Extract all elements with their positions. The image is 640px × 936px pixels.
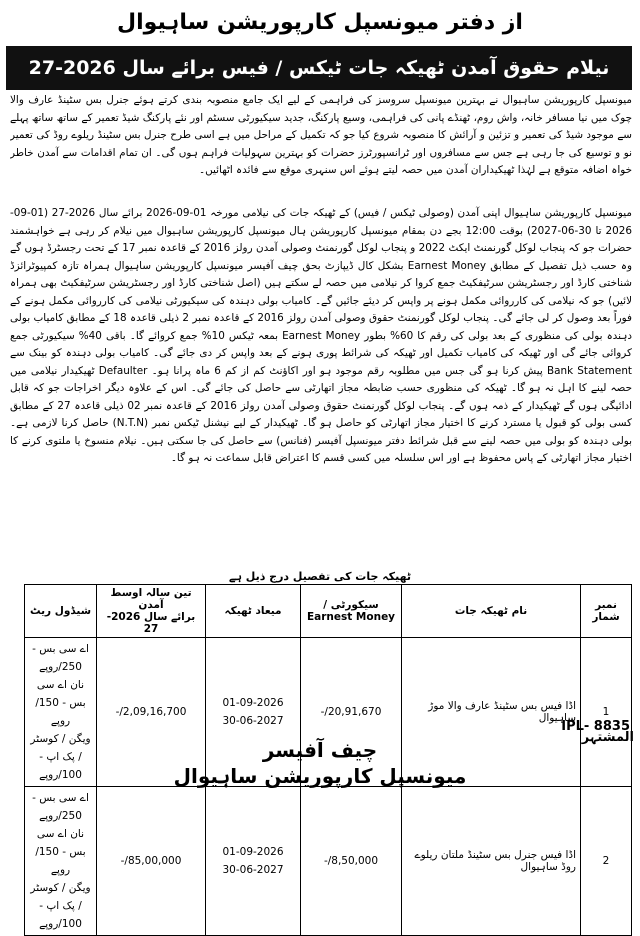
header-income-line2: برائے سال 2026-27	[106, 611, 196, 635]
advertiser-label: المشتہر	[581, 730, 634, 745]
row-name: اڈا فیس جنرل بس سٹینڈ ملتان ریلوے روڈ ساہیوال	[402, 787, 581, 936]
header-security-line1: سیکورٹی /	[323, 599, 379, 611]
ipl-number: IPL- 8835	[561, 719, 630, 734]
row-period	[206, 787, 301, 936]
header-name: نام ٹھیکہ جات	[402, 585, 581, 638]
header-period: میعاد ٹھیکہ	[206, 585, 301, 638]
row-serial: 2	[581, 787, 632, 936]
chief-officer-title: چیف آفیسر	[262, 738, 378, 762]
table-header-row	[25, 585, 632, 638]
row-income: 85,00,000/-	[97, 787, 206, 936]
rate-wagon: ویگن / کوسٹر / پک اپ - 100/روپے	[30, 882, 91, 930]
period-from: 01-09-2026	[222, 846, 284, 858]
office-heading: از دفتر میونسپل کارپوریشن ساہیوال	[117, 9, 523, 35]
auction-banner: نیلام حقوق آمدن ٹھیکہ جات ٹیکس / فیس برائے سال 2026-27	[6, 46, 632, 90]
rate-wagon: ویگن / کوسٹر / پک اپ - 100/روپے	[30, 733, 91, 781]
table-row	[25, 787, 632, 936]
terms-paragraph: میونسپل کارپوریشن ساہیوال اپنی آمدن (وصولی ٹیکس / فیس) کے ٹھیکہ جات کی نیلامی مورخہ 01-09-2026 برائے سال 2026-27 (01-09-2026 تا 30-06-2027) بوقت 12:00 بجے دن بمقام میونسپل کارپوریشن ہال میونسپل کارپوریشن ساہیوال میں نیلام کر رہی ہے خواہشمند حضرات جو کہ پنجاب لوکل گورنمنٹ ایکٹ 2022 و پنجاب لوکل گورنمنٹ وصولی آمدن رولز 2016 کے قاعدہ نمبر 17 کے تحت رجسٹرڈ ہوں گے وہ حسب ذیل تفصیل کے مطابق Earnest Money بشکل کال ڈیپازٹ بحق چیف آفیسر میونسپل کارپوریشن ساہیوال ہمراہ تازہ کمپیوٹرائزڈ شناختی کارڈ اور رجسٹریشن سرٹیفکیٹ جمع کروا کر نیلامی میں حصہ لے سکتے ہیں (اصل شناختی کارڈ اور رجسٹریشن سرٹیفکیٹ بھی ہمراہ لائیں) جو کہ نیلامی کی کارروائی مکمل ہونے پر واپس کر دیئے جائیں گے۔ کامیاب بولی دہندہ کی سیکیورٹی نیلامی کی کارروائی مکمل ہونے کے فوراً بعد وصول کر لی جائے گی۔ پنجاب لوکل گورنمنٹ حقوق وصولی آمدن رولز 2016 کے قاعدہ نمبر 2 ذیلی قاعدہ 18 کے مطابق کامیاب بولی دہندہ بولی کی منظوری کے بعد بولی کی رقم کا 60% بطور Earnest Money بمعہ ٹیکس 10% جمع کروائے گا۔ باقی 40% سیکیورٹی جمع کروائی جائے گی اور ٹھیکہ کی کامیاب تکمیل اور ٹھیکہ کی شرائط پوری ہونے کے بعد واپس کر دی جائے گی۔ کامیاب بولی دہندہ کو بینک سے Bank Statement پیش کرنا ہو گی جس میں مطلوبہ رقم موجود ہو اور اکاؤنٹ کم از کم 6 ماہ پرانا ہو۔ Defaulter ٹھیکیدار نیلامی میں حصہ لینے کا اہل نہ ہو گا۔ ٹھیکہ کی منظوری حسب ضابطہ مجاز اتھارٹی سے حاصل کی جائے گی۔ اس کے علاوہ دیگر اخراجات جو کہ قابل ادائیگی ہوں گے ٹھیکیدار کے ذمہ ہوں گے۔ پنجاب لوکل گورنمنٹ حقوق وصولی آمدن رولز 2016 کے قاعدہ نمبر 02 ذیلی قاعدہ 27 کے مطابق کسی بولی کو قبول یا مسترد کرنے کا اختیار مجاز اتھارٹی کو حاصل ہو گا۔ ٹھیکیدار کے لیے نیشنل ٹیکس نمبر (N.T.N) حاصل کرنا لازمی ہے۔ بولی دہندہ کو بولی میں حصہ لینے سے قبل شرائط دفتر میونسپل آفیسر (فنانس) سے حاصل کی جا سکتی ہیں۔ نیلام منسوخ یا ملتوی کرنے کا اختیار مجاز اتھارٹی کے پاس محفوظ ہے اور اس سلسلہ میں کسی قسم کا اعتراض قابل سماعت نہ ہو گا۔	[10, 207, 632, 464]
row-security: 8,50,000/-	[301, 787, 402, 936]
period-to: 30-06-2027	[222, 715, 284, 727]
rate-ac-bus: اے سی بس - 250/روپے	[32, 643, 89, 673]
header-rate: شیڈول ریٹ	[25, 585, 97, 638]
period-to: 30-06-2027	[222, 864, 284, 876]
rate-ac-bus: اے سی بس - 250/روپے	[32, 792, 89, 822]
header-serial: نمبر شمار	[581, 585, 632, 638]
header-income	[97, 585, 206, 638]
intro-paragraph: میونسپل کارپوریشن ساہیوال نے بہترین میونسپل سروسز کی فراہمی کے لیے ایک جامع منصوبہ بندی کرتے ہوئے جنرل بس سٹینڈ عارف والا چوک میں نیا مسافر خانہ، واش روم، ٹھنڈے پانی کی فراہمی، وسیع پارکنگ، جدید سیکیورٹی سسٹم اور نئے پارکنگ شیڈ تعمیر کے ساتھ ساتھ پہلے سے موجود شیڈ کی تعمیر و تزئین و آرائش کا منصوبہ شروع کیا جو کہ تکمیل کے مراحل میں ہے اسی طرح جنرل بس سٹینڈ ریلوے روڈ کی تعمیر نو و توسیع کی جا رہی ہے جس سے مسافروں اور ٹرانسپورٹرز حضرات کو بہترین سہولیات فراہم ہوں گی۔ ان تمام اقدامات سے آمدن خاطر خواہ اضافہ متوقع ہے لہٰذا ٹھیکیداران آمدن میں حصہ لیتے ہوئے اس سنہری موقع سے فائدہ اٹھائیں۔	[10, 94, 632, 176]
row-security: 20,91,670/-	[301, 638, 402, 787]
header-security-line2: Earnest Money	[306, 611, 396, 623]
header-income-line1: تین سالہ اوسط آمدن	[110, 587, 192, 611]
row-serial: 1	[581, 638, 632, 787]
rate-non-ac-bus: نان اے سی بس - 150/روپے	[35, 828, 86, 876]
rate-non-ac-bus: نان اے سی بس - 150/روپے	[35, 679, 86, 727]
period-from: 01-09-2026	[222, 697, 284, 709]
header-security	[301, 585, 402, 638]
details-heading: ٹھیکہ جات کی تفصیل درج ذیل ہے	[229, 570, 411, 583]
corporation-name: میونسپل کارپوریشن ساہیوال	[173, 764, 467, 788]
row-rates	[25, 787, 97, 936]
row-income: 2,09,16,700/-	[97, 638, 206, 787]
signature-block	[0, 737, 640, 789]
row-name: اڈا فیس بس سٹینڈ عارف والا موڑ ساہیوال	[402, 638, 581, 787]
